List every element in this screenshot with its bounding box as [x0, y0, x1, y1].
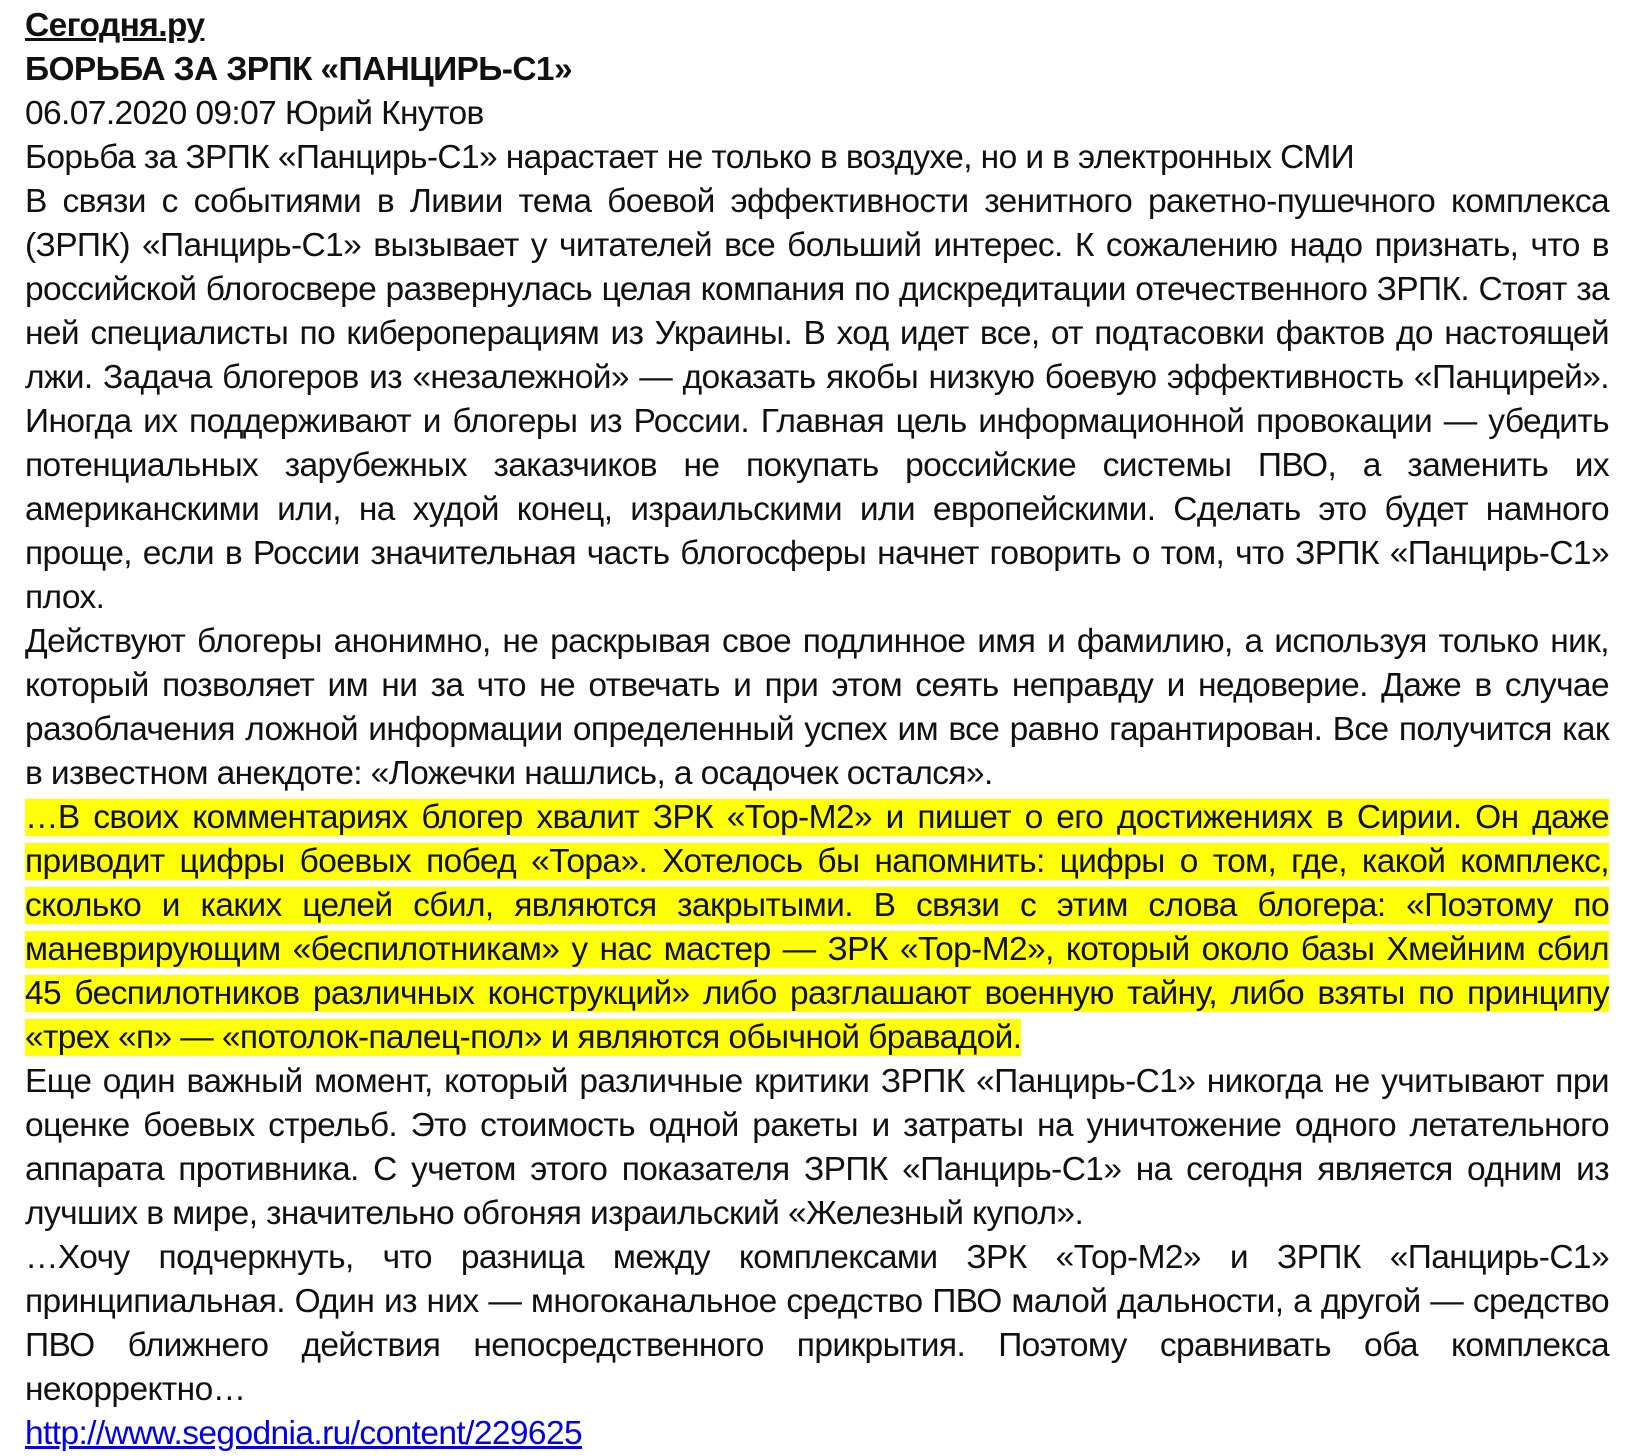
article-paragraph: В связи с событиями в Ливии тема боевой эффективности зенитного ракетно-пушечного комплекса (ЗРПК) «Панцирь-С1» вызывает у читателей все больший интерес. К сожалению надо признать, что в российской блогосвере развернулась целая компания по дискредитации отечественного ЗРПК. Стоят за ней специалисты по кибероперациям из Украины. В ход идет все, от подтасовки фактов до настоящей лжи. Задача блогеров из «незалежной» — доказать якобы низкую боевую эффективность «Панцирей». Иногда их поддерживают и блогеры из России. Главная цель информационной провокации — убедить потенциальных зарубежных заказчиков не покупать российские системы ПВО, а заменить их американскими или, на худой конец, израильскими или европейскими. Сделать это будет намного проще, если в России значительная часть блогосферы начнет говорить о том, что ЗРПК «Панцирь-С1» плох. — [25, 183, 1609, 616]
highlighted-quote-paragraph — [25, 796, 1609, 1060]
highlighted-text: …В своих комментариях блогер хвалит ЗРК «Тор-М2» и пишет о его достижениях в Сирии. Он даже приводит цифры боевых побед «Тора». Хотелось бы напомнить: цифры о том, где, какой комплекс, сколько и каких целей сбил, являются закрытыми. В связи с этим слова блогера: «Поэтому по маневрирующим «беспилотникам» у нас мастер — ЗРК «Тор-М2», который около базы Хмейним сбил 45 беспилотников различных конструкций» либо разглашают военную тайну, либо взяты по принципу «трех «п» — «потолок-палец-пол» и являются обычной бравадой. — [25, 799, 1609, 1056]
article-paragraph: Действуют блогеры анонимно, не раскрывая свое подлинное имя и фамилию, а используя только ник, который позволяет им ни за что не отвечать и при этом сеять неправду и недоверие. Даже в случае разоблачения ложной информации определенный успех им все равно гарантирован. Все получится как в известном анекдоте: «Ложечки нашлись, а осадочек остался». — [25, 623, 1609, 792]
article — [25, 4, 1609, 1456]
article-paragraph: Еще один важный момент, который различные критики ЗРПК «Панцирь-С1» никогда не учитывают при оценке боевых стрельб. Это стоимость одной ракеты и затраты на уничтожение одного летательного аппарата противника. С учетом этого показателя ЗРПК «Панцирь-С1» на сегодня является одним из лучших в мире, значительно обгоняя израильский «Железный купол». — [25, 1063, 1609, 1232]
article-lead: Борьба за ЗРПК «Панцирь-С1» нарастает не только в воздухе, но и в электронных СМИ — [25, 139, 1355, 176]
source-name: Сегодня.ру — [25, 7, 205, 44]
article-byline: 06.07.2020 09:07 Юрий Кнутов — [25, 95, 484, 132]
article-paragraph: …Хочу подчеркнуть, что разница между комплексами ЗРК «Тор-М2» и ЗРПК «Панцирь-С1» принципиальная. Один из них — многоканальное средство ПВО малой дальности, а другой — средство ПВО ближнего действия непосредственного прикрытия. Поэтому сравнивать оба комплекса некорректно… — [25, 1239, 1609, 1408]
source-link[interactable]: http://www.segodnia.ru/content/229625 — [25, 1415, 583, 1452]
source-link-line — [25, 1412, 1609, 1456]
article-headline: БОРЬБА ЗА ЗРПК «ПАНЦИРЬ-С1» — [25, 51, 572, 88]
